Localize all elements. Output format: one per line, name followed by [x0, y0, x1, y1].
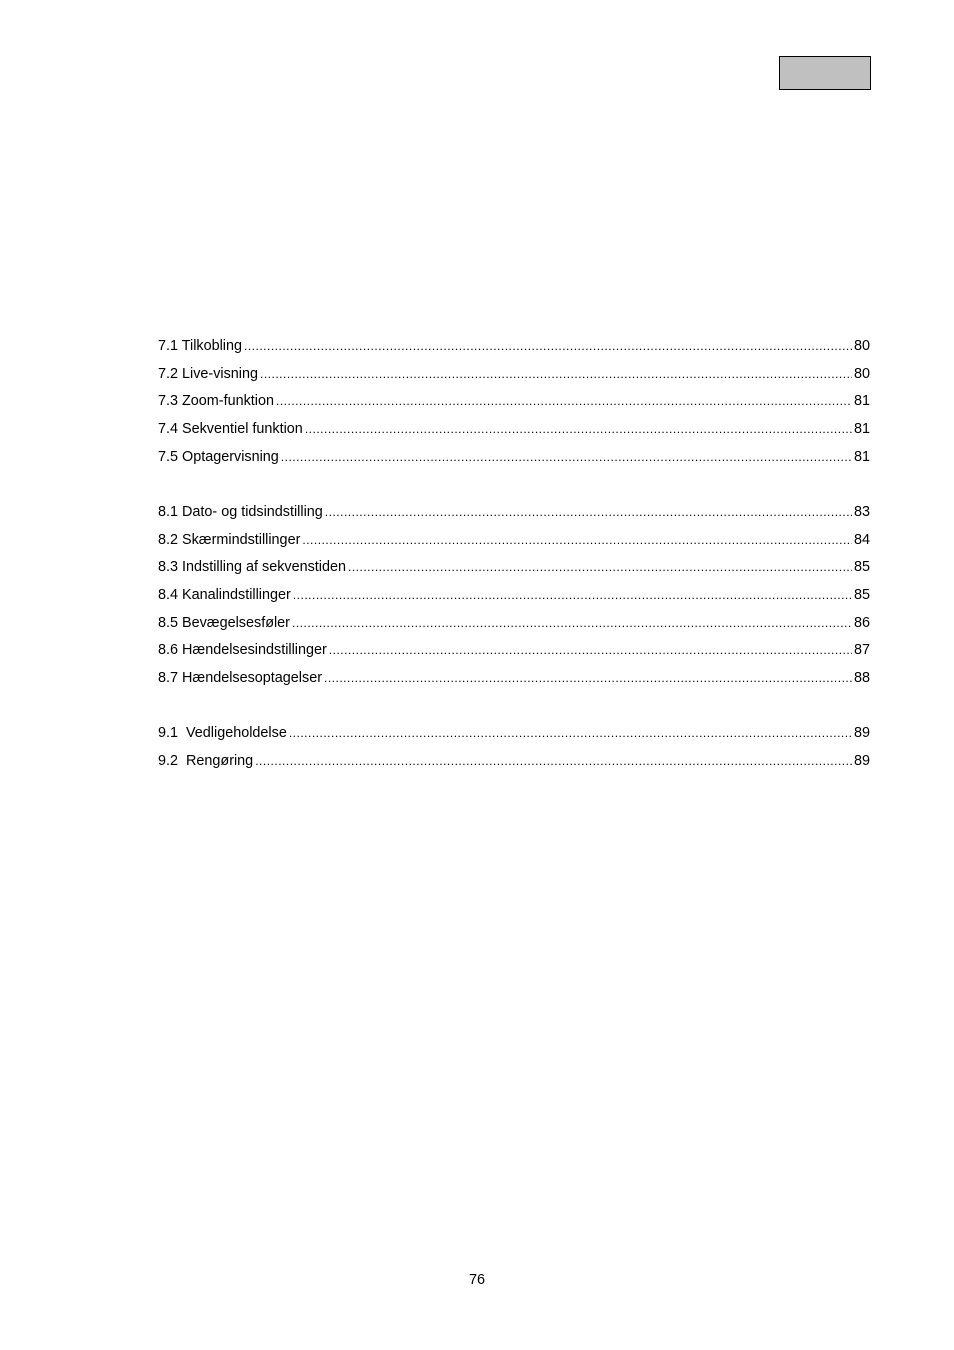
- toc-entry-page: 86: [853, 614, 870, 631]
- table-of-contents: [158, 334, 870, 777]
- toc-entry-page: 80: [853, 365, 870, 382]
- toc-group-chapter-7: [158, 334, 870, 472]
- toc-entry-label: 7.2 Live-visning: [158, 365, 258, 382]
- toc-leader-dots: [325, 500, 852, 524]
- toc-entry-label: 7.5 Optagervisning: [158, 448, 279, 465]
- toc-leader-dots: [276, 389, 852, 413]
- toc-entry-label: 8.6 Hændelsesindstillinger: [158, 642, 327, 659]
- toc-entry-label: 8.1 Dato- og tidsindstilling: [158, 503, 323, 520]
- toc-entry[interactable]: [158, 417, 870, 445]
- toc-entry-label: 7.1 Tilkobling: [158, 338, 242, 354]
- toc-entry[interactable]: [158, 334, 870, 362]
- toc-entry-label: 8.2 Skærmindstillinger: [158, 531, 301, 548]
- toc-group-chapter-9: [158, 721, 870, 776]
- toc-entry-page: 87: [853, 642, 870, 659]
- toc-leader-dots: [348, 555, 852, 579]
- toc-entry-page: 84: [853, 531, 870, 548]
- page-number: 76: [468, 1272, 485, 1288]
- toc-entry-page: 83: [853, 503, 870, 520]
- toc-entry-label: 8.3 Indstilling af sekvenstiden: [158, 559, 346, 576]
- toc-leader-dots: [305, 417, 852, 441]
- toc-entry-label: 7.3 Zoom-funktion: [158, 393, 274, 410]
- language-tab-box: [779, 56, 871, 90]
- toc-entry[interactable]: [158, 389, 870, 417]
- toc-leader-dots: [302, 528, 852, 552]
- toc-group-chapter-8: [158, 500, 870, 694]
- toc-entry-label: 8.4 Kanalindstillinger: [158, 587, 291, 603]
- toc-entry-page: 85: [853, 587, 870, 603]
- toc-leader-dots: [281, 445, 852, 469]
- toc-entry[interactable]: [158, 528, 870, 556]
- toc-leader-dots: [329, 638, 852, 662]
- toc-entry-label: 7.4 Sekventiel funktion: [158, 421, 303, 438]
- toc-entry[interactable]: [158, 362, 870, 390]
- toc-entry-label: 8.5 Bevægelsesføler: [158, 614, 290, 631]
- toc-entry-label: 8.7 Hændelsesoptagelser: [158, 670, 322, 687]
- toc-entry[interactable]: [158, 500, 870, 528]
- toc-entry-page: 89: [853, 752, 870, 769]
- toc-leader-dots: [255, 749, 852, 773]
- toc-entry-page: 81: [853, 393, 870, 410]
- toc-entry-page: 81: [853, 448, 870, 465]
- toc-entry[interactable]: [158, 749, 870, 777]
- toc-leader-dots: [244, 334, 852, 358]
- toc-entry-page: 80: [853, 338, 870, 354]
- toc-entry[interactable]: [158, 666, 870, 694]
- toc-leader-dots: [260, 362, 852, 386]
- toc-entry-page: 89: [853, 725, 870, 742]
- toc-entry[interactable]: [158, 638, 870, 666]
- toc-leader-dots: [324, 666, 852, 690]
- toc-entry[interactable]: [158, 611, 870, 639]
- toc-leader-dots: [293, 583, 852, 607]
- toc-entry-page: 88: [853, 670, 870, 687]
- toc-entry-page: 81: [853, 421, 870, 438]
- toc-entry[interactable]: [158, 721, 870, 749]
- toc-entry-label: 9.1 Vedligeholdelse: [158, 725, 287, 742]
- toc-entry-label: 9.2 Rengøring: [158, 752, 254, 769]
- toc-leader-dots: [292, 611, 852, 635]
- toc-entry[interactable]: [158, 555, 870, 583]
- toc-entry[interactable]: [158, 583, 870, 611]
- toc-entry[interactable]: [158, 445, 870, 473]
- toc-entry-page: 85: [853, 559, 870, 576]
- toc-leader-dots: [289, 721, 852, 745]
